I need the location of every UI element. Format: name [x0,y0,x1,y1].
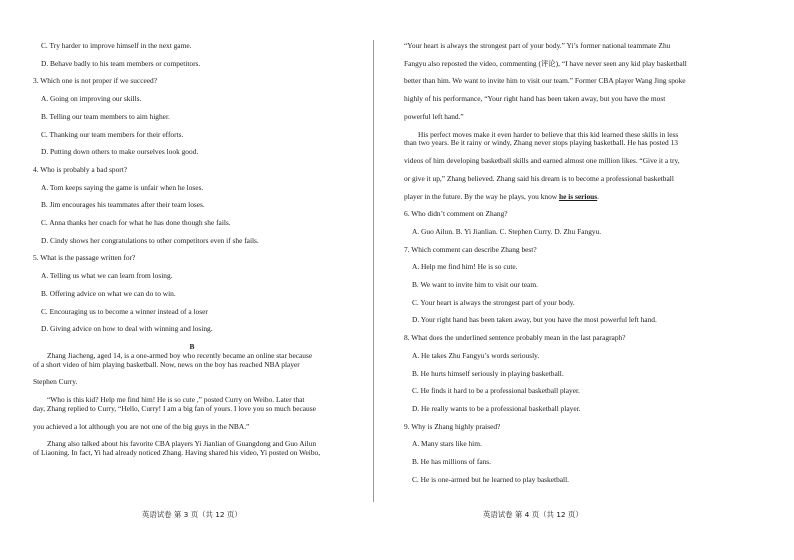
right-line-4 [404,113,722,122]
right-line-24 [404,458,722,467]
right-line-16 [404,316,722,325]
right-line-13 [404,263,722,272]
left-line-text: A. Tom keeps saying the game is unfair when he loses. [41,182,204,192]
left-line-text: C. Thanking our team members for their efforts. [41,129,184,139]
right-line-19 [404,370,722,379]
left-line-text: you achieved a lot although you are not one of the big guys in the NBA.” [33,421,250,431]
left-line-text: B [189,341,195,351]
left-line-text: D. Cindy shows her congratulations to other competitors even if she fails. [41,235,259,245]
left-line-23 [33,423,351,432]
left-line-text: 5. What is the passage written for? [33,253,136,263]
left-line-15 [33,308,351,317]
right-line-14 [404,281,722,290]
right-line-text: His perfect moves make it even harder to believe that this kid learned these skills in less [418,129,679,139]
right-line-3 [404,95,722,104]
right-line-9 [404,193,722,202]
right-line-22 [404,423,722,432]
right-line-1 [404,60,722,69]
right-line-text: A. Many stars like him. [412,439,482,449]
right-line-text: B. He hurts himself seriously in playing basketball. [412,368,564,378]
left-line-text: Zhang also talked about his favorite CBA players Yi Jianlian of Guangdong and Guo Ailun [47,439,317,449]
right-line-text: A. Help me find him! He is so cute. [412,262,518,272]
left-line-text: of a short video of him playing basketball. Now, news on the boy has reached NBA player [33,359,300,369]
left-line-14 [33,290,351,299]
right-line-10 [404,210,722,219]
right-line-text: “Your heart is always the strongest part of your body.” Yi’s former national teammate Zhu [404,41,671,50]
left-line-text: B. Telling our team members to aim higher. [41,111,170,121]
left-line-text: Zhang Jiacheng, aged 14, is a one-armed boy who recently became an online star because [47,350,313,360]
right-line-25 [404,476,722,485]
left-line-22 [33,405,351,414]
right-line-8 [404,175,722,184]
right-line-0 [404,42,722,51]
left-line-text: Stephen Curry. [33,377,78,387]
left-line-7 [33,166,351,175]
right-page-column [404,42,722,493]
left-line-4 [33,113,351,122]
left-line-16 [33,325,351,334]
left-line-3 [33,95,351,104]
left-line-text: C. Encouraging us to become a winner instead of a loser [41,306,208,316]
footer-page-3: 英语试卷 第 3 页（共 12 页） [142,510,242,519]
right-line-2 [404,77,722,86]
left-line-text: 3. Which one is not proper if we succeed? [33,76,158,86]
left-line-5 [33,131,351,140]
right-line-7 [404,157,722,166]
left-line-12 [33,254,351,263]
left-line-text: D. Behave badly to his team members or competitors. [41,58,201,68]
left-line-9 [33,201,351,210]
right-line-text: C. Your heart is always the strongest part of your body. [412,297,575,307]
right-line-15 [404,299,722,308]
right-line-18 [404,352,722,361]
right-line-text: highly of his performance, “Your right hand has been taken away, but you have the most [404,94,666,104]
left-line-text: day, Zhang replied to Curry, “Hello, Curry! I am a big fan of yours. I love you so much because [33,404,316,414]
left-line-19 [33,361,351,370]
right-line-17 [404,334,722,343]
left-line-10 [33,219,351,228]
left-line-text: “Who is this kid? Help me find him! He is so cute ,” posted Curry on Weibo. Later that [47,395,305,405]
right-line-text: B. We want to invite him to visit our team. [412,280,538,290]
left-line-text: C. Try harder to improve himself in the next game. [41,41,192,50]
left-line-text: D. Putting down others to make ourselves look good. [41,147,199,157]
right-line-text: Fangyu also reposted the video, commenting (评论), “I have never seen any kid play basketball [404,58,687,68]
page-divider [373,40,374,502]
right-line-21 [404,405,722,414]
sentence-end: . [597,191,600,201]
right-line-text: 7. Which comment can describe Zhang best? [404,244,537,254]
left-line-text: A. Telling us what we can learn from losing. [41,271,173,281]
right-line-text: better than him. We want to invite him to visit our team.” Former CBA player Wang Jing spoke [404,76,686,86]
left-line-11 [33,237,351,246]
right-line-6 [404,139,722,148]
right-line-text: powerful left hand.” [404,111,464,121]
right-line-text: D. Your right hand has been taken away, but you have the most powerful left hand. [412,315,657,325]
left-line-2 [33,77,351,86]
right-line-text: 6. Who didn’t comment on Zhang? [404,209,508,219]
right-line-text: B. He has millions of fans. [412,457,492,467]
left-line-25 [33,449,351,458]
left-line-text: B. Jim encourages his teammates after their team loses. [41,200,205,210]
left-line-text: B. Offering advice on what we can do to win. [41,288,176,298]
left-line-text: D. Giving advice on how to deal with winning and losing. [41,324,213,334]
right-line-text: than two years. Be it rainy or windy, Zhang never stops playing basketball. He has posted 13 [404,138,678,148]
right-line-text: 9. Why is Zhang highly praised? [404,421,501,431]
right-line-text: D. He really wants to be a professional basketball player. [412,403,581,413]
right-line-12 [404,246,722,255]
left-line-13 [33,272,351,281]
left-line-text: C. Anna thanks her coach for what he has done though she fails. [41,218,231,228]
right-line-text: or give it up,” Zhang believed. Zhang said his dream is to become a professional basketball [404,173,674,183]
right-line-text: videos of him developing basketball skills and earned almost one million likes. “Give it a try, [404,156,680,166]
left-page-column [33,42,351,467]
right-line-text: player in the future. By the way he plays, you know [404,191,559,201]
left-line-text: of Liaoning. In fact, Yi had already noticed Zhang. Having shared his video, Yi posted on Weibo, [33,448,321,458]
footer-page-4: 英语试卷 第 4 页（共 12 页） [483,510,583,519]
underlined-sentence: he is serious [558,191,598,201]
left-line-8 [33,184,351,193]
right-line-text: 8. What does the underlined sentence probably mean in the last paragraph? [404,333,626,343]
left-line-6 [33,148,351,157]
right-line-text: A. Guo Ailun. B. Yi Jianlian. C. Stephen Curry. D. Zhu Fangyu. [412,226,602,236]
right-line-20 [404,387,722,396]
left-line-text: A. Going on improving our skills. [41,94,142,104]
left-line-20 [33,378,351,387]
left-line-1 [33,60,351,69]
right-line-text: A. He takes Zhu Fangyu’s words seriously. [412,350,540,360]
right-line-text: C. He finds it hard to be a professional basketball player. [412,386,580,396]
left-line-0 [33,42,351,51]
left-line-text: 4. Who is probably a bad sport? [33,164,128,174]
right-line-text: C. He is one-armed but he learned to play basketball. [412,474,570,484]
right-line-11 [404,228,722,237]
right-line-23 [404,440,722,449]
